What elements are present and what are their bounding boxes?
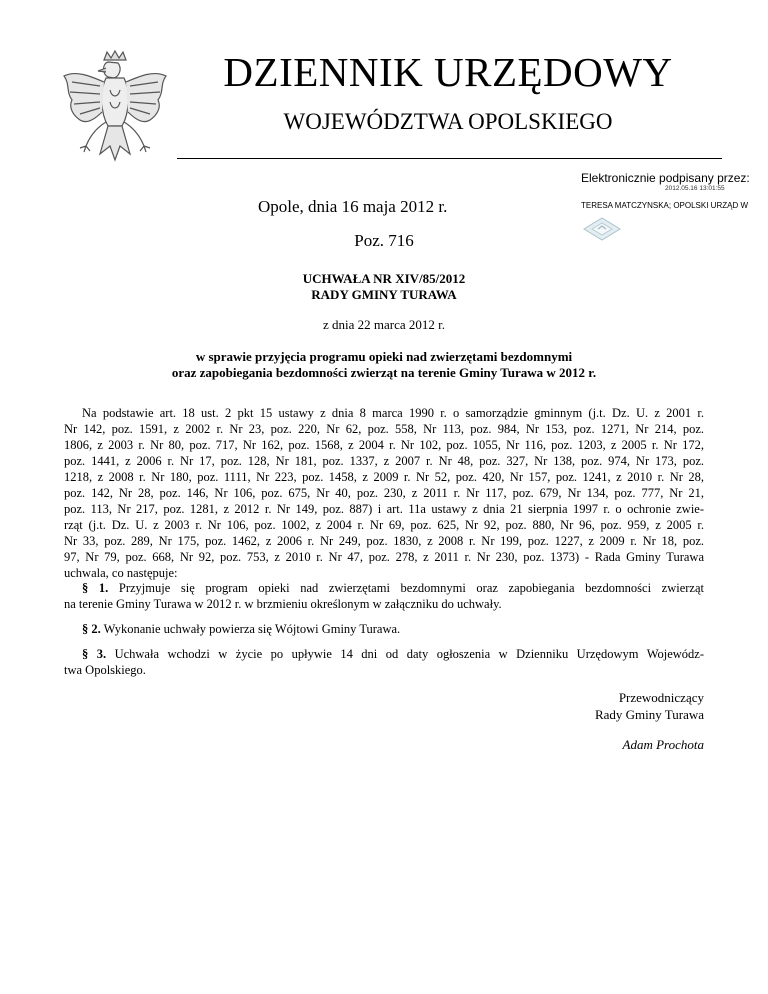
paragraph-line bbox=[64, 621, 704, 637]
paragraph-line bbox=[64, 580, 704, 596]
legal-basis-line: Nr 142, poz. 1591, z 2002 r. Nr 23, poz. 220, Nr 62, poz. 558, Nr 113, poz. 984, Nr 153, poz. 1271, Nr 214, poz. bbox=[64, 422, 704, 436]
paragraph-1 bbox=[64, 580, 704, 612]
signature-timestamp: 2012.05.16 13:01:55 bbox=[665, 185, 725, 192]
paragraph-line: twa Opolskiego. bbox=[64, 663, 146, 677]
signature-label: Elektronicznie podpisany przez: bbox=[581, 171, 750, 185]
signature-signer: TERESA MATCZYŃSKA; OPOLSKI URZĄD W bbox=[581, 202, 748, 210]
resolution-subject-line-2: oraz zapobiegania bezdomności zwierząt na terenie Gminy Turawa w 2012 r. bbox=[171, 365, 597, 380]
legal-basis-line: poz. 1441, z 2006 r. Nr 17, poz. 128, Nr 181, poz. 1337, z 2007 r. Nr 48, poz. 327, Nr 138, poz. 974, Nr 173, poz. bbox=[64, 454, 704, 468]
resolution-issuer: RADY GMINY TURAWA bbox=[311, 287, 457, 302]
signatory-role: Przewodniczący bbox=[618, 690, 704, 705]
paragraph-marker: § 2. bbox=[82, 622, 101, 636]
resolution-date: z dnia 22 marca 2012 r. bbox=[322, 317, 445, 332]
legal-basis-line: 97, Nr 79, poz. 668, Nr 92, poz. 753, z 2010 r. Nr 47, poz. 278, z 2011 r. Nr 230, poz. 1373) - Rada Gminy Turawa bbox=[64, 550, 704, 564]
paragraph-marker: § 1. bbox=[82, 581, 109, 595]
paragraph-text: Uchwała wchodzi w życie po upływie 14 dni od daty ogłoszenia w Dzienniku Urzędowym Wojewódz- bbox=[106, 647, 705, 661]
header-divider bbox=[177, 158, 722, 159]
paragraph-text: Wykonanie uchwały powierza się Wójtowi Gminy Turawa. bbox=[100, 622, 401, 636]
journal-subtitle: WOJEWÓDZTWA OPOLSKIEGO bbox=[283, 109, 613, 134]
legal-basis-line: 1218, z 2008 r. Nr 180, poz. 1111, Nr 223, poz. 1458, z 2009 r. Nr 52, poz. 420, Nr 157, poz. 1241, z 2010 r. Nr 28, bbox=[64, 470, 704, 484]
paragraph-2 bbox=[64, 621, 704, 637]
paragraph-line bbox=[64, 646, 704, 662]
legal-basis-line: Na podstawie art. 18 ust. 2 pkt 15 ustawy z dnia 8 marca 1990 r. o samorządzie gminnym (j.t. Dz. U. z 2001 r. bbox=[82, 406, 704, 420]
journal-title: DZIENNIK URZĘDOWY bbox=[223, 49, 673, 95]
legal-basis-line: Nr 33, poz. 289, Nr 175, poz. 1462, z 2006 r. Nr 249, poz. 1830, z 2008 r. Nr 199, poz. 1227, z 2009 r. Nr 18, poz. bbox=[64, 534, 704, 548]
position-number: Poz. 716 bbox=[354, 231, 414, 250]
resolution-number: UCHWAŁA NR XIV/85/2012 bbox=[302, 271, 466, 286]
signatory-name: Adam Prochota bbox=[622, 737, 704, 752]
legal-basis-line: poz. 142, Nr 28, poz. 146, Nr 106, poz. 675, Nr 40, poz. 230, z 2011 r. Nr 117, poz. 679, Nr 134, poz. 777, Nr 21, bbox=[64, 486, 704, 500]
paragraph-text: Przyjmuje się program opieki nad zwierzętami bezdomnymi oraz zapobiegania bezdomności zwierząt bbox=[108, 581, 705, 595]
legal-basis-line: uchwala, co następuje: bbox=[64, 566, 178, 580]
place-and-date: Opole, dnia 16 maja 2012 r. bbox=[258, 197, 448, 216]
paragraph-3 bbox=[64, 646, 704, 678]
legal-basis-line: 1806, z 2003 r. Nr 80, poz. 717, Nr 162, poz. 1568, z 2004 r. Nr 102, poz. 1055, Nr 116, poz. 1203, z 2005 r. Nr 172, bbox=[64, 438, 704, 452]
resolution-subject-line-1: w sprawie przyjęcia programu opieki nad zwierzętami bezdomnymi bbox=[195, 349, 573, 364]
legal-basis-paragraph bbox=[64, 405, 704, 581]
legal-basis-line: rząt (j.t. Dz. U. z 2003 r. Nr 106, poz. 1002, z 2004 r. Nr 69, poz. 625, Nr 92, poz. 880, Nr 96, poz. 959, z 2005 r. bbox=[64, 518, 704, 532]
paragraph-marker: § 3. bbox=[82, 647, 107, 661]
eagle-emblem-icon bbox=[60, 50, 170, 180]
paragraph-line: na terenie Gminy Turawa w 2012 r. w brzmieniu określonym w załączniku do uchwały. bbox=[64, 597, 502, 611]
signatory-body: Rady Gminy Turawa bbox=[594, 707, 704, 722]
legal-basis-line: poz. 113, Nr 217, poz. 1281, z 2012 r. Nr 149, poz. 887) i art. 11a ustawy z dnia 21 sierpnia 1997 r. o ochronie zwie- bbox=[64, 502, 704, 516]
